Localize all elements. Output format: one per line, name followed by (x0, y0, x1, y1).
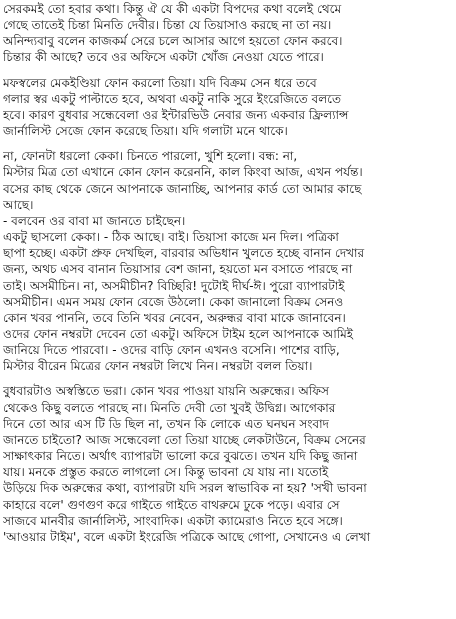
text-line: 'আওয়ার টাইম', বলে একটা ইংরেজি পত্রিকে আছে গোপা, সেখানেও এ লেখা (3, 529, 371, 544)
text-line: বুধবারটাও অস্বস্তিতে ভরা। কোন খবর পাওয়া যায়নি অরুন্ধের। অফিস (3, 384, 329, 399)
text-line: না, ফোনটা ধরলো কেকা। চিনতে পারলো, খুশি হলো। বন্ধ: না, (3, 149, 298, 164)
text-line: চিন্তার কী আছে? তবে ওর অফিসে একটা খোঁজ নেওয়া যেতে পারে। (3, 50, 324, 65)
text-line: ছাপা হচ্ছে। একটা প্রুফ দেখছিল, বারবার অভিধান খুলতে হচ্ছে বানান দেখার (3, 246, 365, 261)
text-line: অনিন্দ্যবাবু বলেন কাজকর্ম সেরে চলে আসার আগে হয়তো ফোন করবে। (3, 34, 343, 49)
text-line: - বলবেন ওর বাবা মা জানতে চাইছেন। (3, 213, 186, 228)
text-line: জানিয়ে দিতে পারবো। - ওদের বাড়ি ফোন এখনও বসেনি। পাশের বাড়ি, (3, 343, 340, 358)
text-line: মিস্টার বীরেন মিত্রের ফোন নম্বরটা লিখে নিন। নম্বরটা বলল তিয়া। (3, 359, 313, 374)
text-line: গেছে তাতেই চিন্তা মিনতি দেবীর। চিন্তা যে তিয়াসাও করছে না তা নয়। (3, 18, 332, 33)
text-line: গলার স্বর একটু পাল্টাতে হবে, অথবা একটু নাকি সুরে ইংরেজিতে বলতে (3, 91, 341, 106)
text-line: হবে। কারণ বুধবার সন্ধেবেলা ওর ইন্টারভিউ নেবার জন্য একবার ফ্রিল্যান্স (3, 107, 349, 122)
text-line: জন্য, অথচ এসব বানান তিয়াসার বেশ জানা, হয়তো মন বসাতে পারছে না (3, 262, 353, 277)
text-line: একটু ছাসলো কেকা। - ঠিক আছে। বাই। তিয়াসা কাজে মন দিল। পত্রিকা (3, 230, 339, 245)
text-line: কাহারে বলে' গুণগুণ করে গাইতে গাইতে বাথরুমে ঢুকে পড়ে। এবার সে (3, 497, 340, 512)
paragraph-gap (3, 139, 453, 148)
text-line: যায়। মনকে প্রস্তুত করতে লাগলো সে। কিন্তু ভাবনা যে যায় না। যতোই (3, 465, 329, 480)
text-line: সাক্ষাৎকার নিতে। অর্থাৎ ব্যাপারটা ভালো করে বুঝতে। তখন যদি কিছু জানা (3, 449, 358, 464)
paragraph-2 (3, 75, 453, 140)
paragraph-4 (3, 383, 453, 545)
text-line: থেকেও কিছু বলতে পারছে না। মিনতি দেবী তো খুবই উদ্বিগ্ন। আগেকার (3, 400, 336, 415)
paragraph-1 (3, 1, 453, 66)
text-line: কোন খবর পাননি, তবে তিনি খবর নেবেন, অরুন্ধর বাবা মাকে জানাবেন। (3, 310, 346, 325)
paragraph-gap (3, 66, 453, 75)
text-line: সেরকমই তো হবার কথা। কিন্তু ঐ যে কী একটা বিপদের কথা বলেই থেমে (3, 2, 342, 16)
text-line: মিস্টার মিত্র তো এখানে কোন ফোন করেননি, কাল কিংবা আজ, এখন পর্যন্ত। (3, 165, 363, 180)
text-line: দিনে তো আর এস টি ডি ছিল না, তখন কি লোকে এত ঘনঘন সংবাদ (3, 416, 329, 431)
paragraph-gap (3, 374, 453, 383)
text-line: তাই। অসমীচিন। না, অসমীচীন? বিচ্ছিরি! দুটোই দীর্ঘ-ঈ। পুরো ব্যাপারটাই (3, 278, 345, 293)
text-line: সাজবে মানবীর জার্নালিস্ট, সাংবাদিক। একটা ক্যামেরাও নিতে হবে সঙ্গে। (3, 513, 343, 528)
text-line: ওদের ফোন নম্বরটা দেবেন তো একটু। অফিসে টাইম হলে আপনাকে আমিই (3, 326, 354, 341)
text-line: বসের কাছ থেকে জেনে আপনাকে জানাচ্ছি, আপনার কার্ড তো আমার কাছে (3, 181, 362, 196)
text-line: মফস্বলের মেকইণ্ডিয়া ফোন করলো তিয়া। যদি বিক্রম সেন ধরে তবে (3, 75, 317, 90)
text-line: জানতে চাইতো? আজ সন্ধেবেলা তো তিয়া যাচ্ছে লেকটাউনে, বিক্রম সেনের (3, 432, 366, 447)
text-line: উড়িয়ে দিক অরুন্ধের কথা, ব্যাপারটা যদি সরল স্বাভাবিক না হয়? 'সখী ভাবনা (3, 481, 367, 496)
text-line: আছে। (3, 197, 34, 212)
text-line: অসমীচীন। এমন সময় ফোন বেজে উঠলো। কেকা জানালো বিক্রম সেনও (3, 294, 344, 309)
text-line: জার্নালিস্ট সেজে ফোন করেছে তিয়া। যদি গলাটা মনে থাকে। (3, 124, 288, 139)
paragraph-3 (3, 148, 453, 374)
